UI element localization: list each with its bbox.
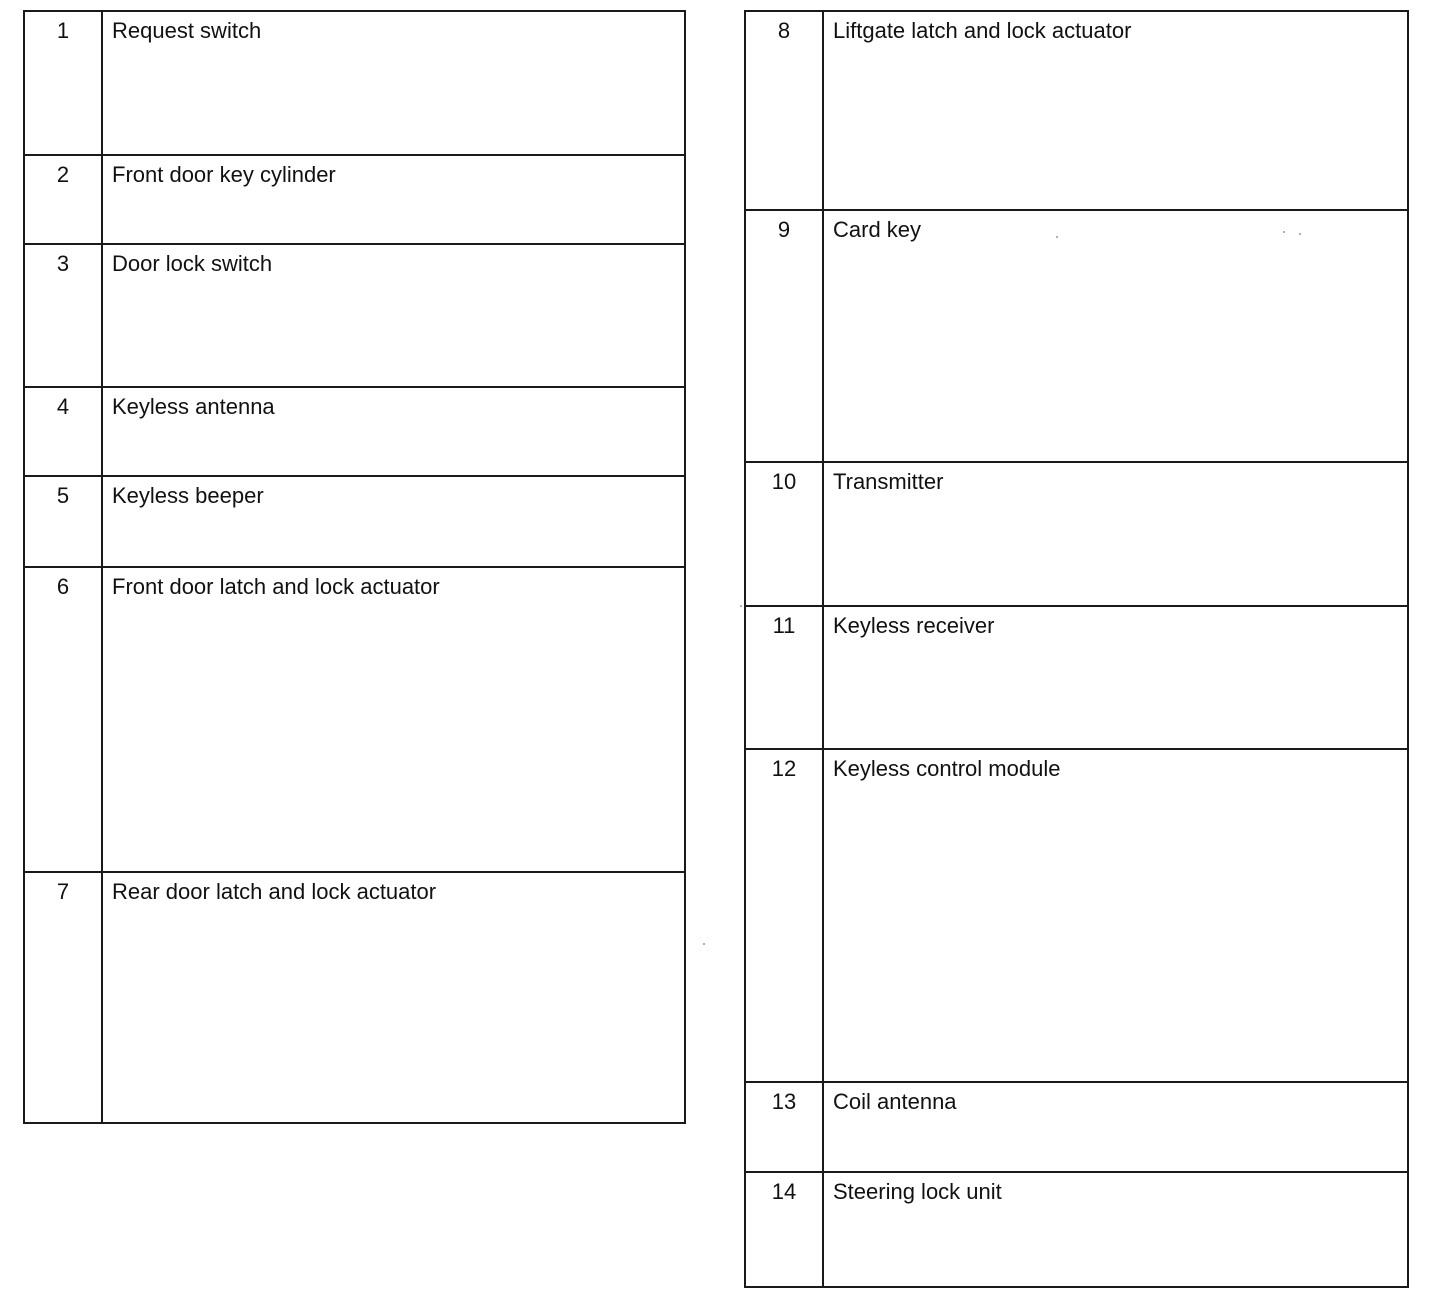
legend-row [746, 748, 1407, 1081]
item-number: 8 [746, 12, 824, 209]
legend-row [25, 12, 684, 154]
item-label: Rear door latch and lock actuator [112, 879, 437, 904]
item-number: 2 [25, 156, 103, 243]
legend-row [25, 386, 684, 475]
legend-row [746, 605, 1407, 748]
legend-row [25, 871, 684, 1122]
item-number: 13 [746, 1083, 824, 1171]
item-label: Front door key cylinder [112, 162, 336, 187]
item-label: Card key [833, 217, 922, 242]
item-number: 4 [25, 388, 103, 475]
item-label: Transmitter [833, 469, 944, 494]
item-label: Request switch [112, 18, 262, 43]
legend-table-right [744, 10, 1409, 1288]
legend-row [746, 1171, 1407, 1286]
legend-row [746, 209, 1407, 461]
item-number: 12 [746, 750, 824, 1081]
legend-row [25, 475, 684, 566]
scan-speck [1283, 231, 1285, 233]
item-number: 7 [25, 873, 103, 1122]
item-label: Front door latch and lock actuator [112, 574, 440, 599]
legend-table-left [23, 10, 686, 1124]
item-label: Keyless control module [833, 756, 1061, 781]
legend-row [25, 154, 684, 243]
scan-speck [703, 943, 705, 945]
legend-row [25, 243, 684, 386]
item-number: 3 [25, 245, 103, 386]
item-number: 9 [746, 211, 824, 461]
item-label: Steering lock unit [833, 1179, 1002, 1204]
legend-row [746, 12, 1407, 209]
item-label: Liftgate latch and lock actuator [833, 18, 1132, 43]
item-label: Coil antenna [833, 1089, 957, 1114]
item-number: 11 [746, 607, 824, 748]
item-label: Keyless antenna [112, 394, 275, 419]
legend-row [746, 1081, 1407, 1171]
item-number: 6 [25, 568, 103, 871]
item-label: Keyless beeper [112, 483, 264, 508]
legend-row [746, 461, 1407, 605]
item-label: Door lock switch [112, 251, 273, 276]
item-label: Keyless receiver [833, 613, 995, 638]
item-number: 5 [25, 477, 103, 566]
legend-row [25, 566, 684, 871]
item-number: 10 [746, 463, 824, 605]
scan-speck [740, 605, 742, 607]
scan-speck [1299, 233, 1301, 235]
item-number: 14 [746, 1173, 824, 1286]
scan-speck [1056, 236, 1058, 238]
item-number: 1 [25, 12, 103, 154]
